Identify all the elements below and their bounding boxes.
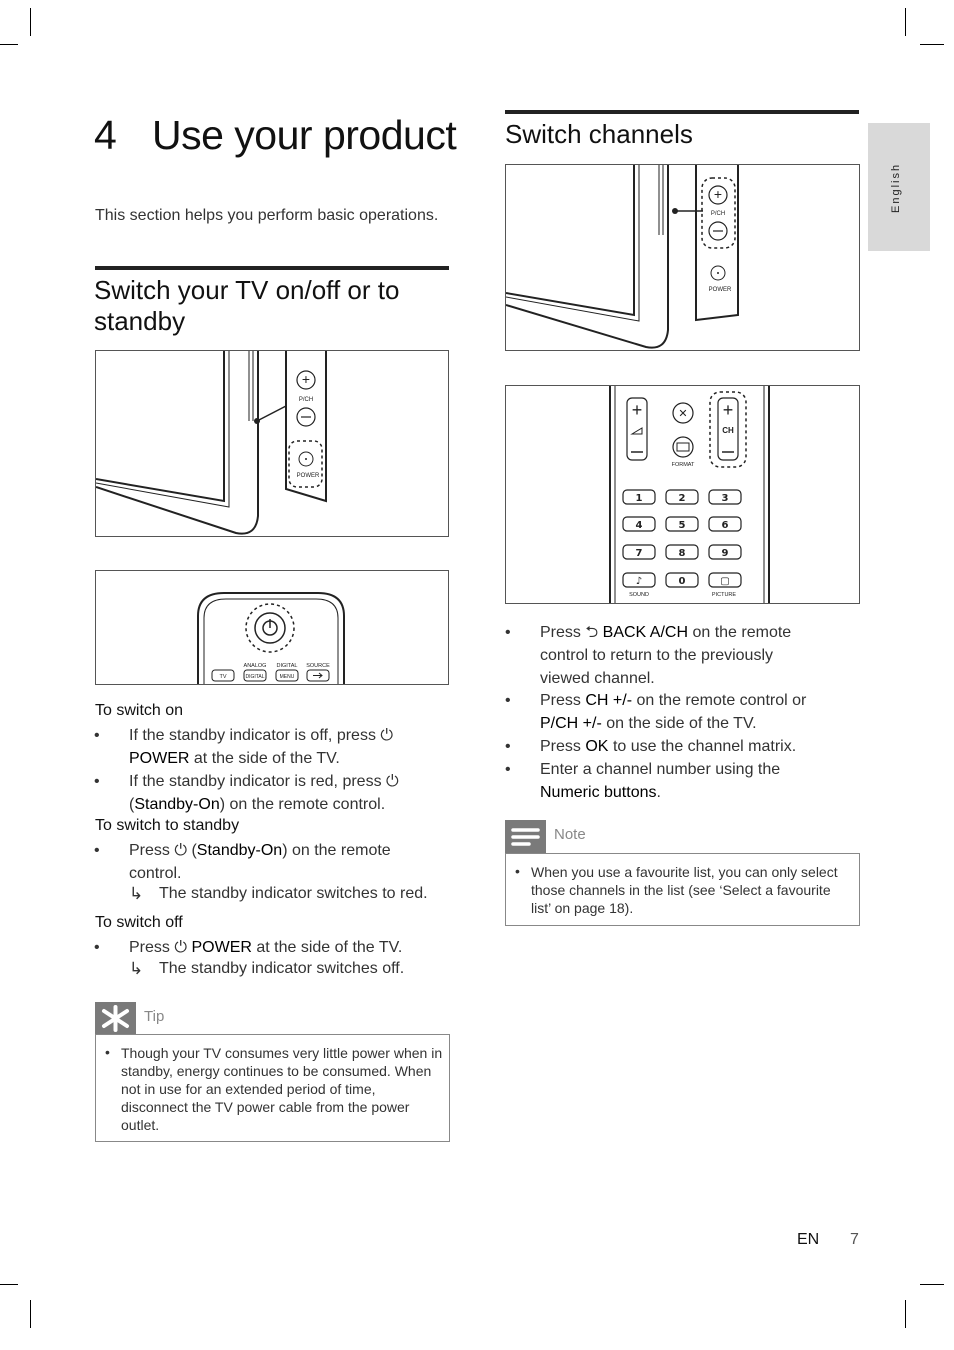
svg-text:+: +: [301, 371, 311, 387]
crop-mark: [920, 44, 944, 45]
result-arrow-icon: ↳: [129, 884, 144, 903]
text: Press: [129, 939, 170, 956]
keypad-key-label: 4: [635, 520, 643, 531]
text: to use the channel matrix.: [612, 738, 797, 755]
power-icon: ⏻: [174, 939, 188, 956]
ch-label: CH: [722, 426, 734, 435]
tip-text: Though your TV consumes very little power when in standby, energy continues to be consumed. When not in use for an extended period of time, disconnect the TV power cable from the power outlet.: [121, 1045, 443, 1133]
remote-label-analog: ANALOG: [243, 663, 267, 669]
switch-standby-result: [129, 884, 428, 903]
keyword-standby-on: Standby-On: [196, 842, 283, 859]
chapter-intro: This section helps you perform basic operations.: [95, 207, 439, 224]
keypad-key-label: 8: [678, 548, 686, 559]
back-icon: ⮌: [585, 624, 599, 641]
remote-figure-power: [95, 570, 449, 685]
text: on the side of the TV.: [606, 715, 757, 732]
remote-btn-digital: DIGITAL: [245, 674, 265, 680]
power-icon: ⏻: [386, 773, 399, 790]
switch-on-bullet-1: • If the standby indicator is off, press ⏻ POWER at the side of the TV.: [94, 727, 394, 767]
keypad-key-label: 6: [721, 520, 729, 531]
crop-mark: [920, 1284, 944, 1285]
channels-bullet-4: • Enter a channel number using the Numeric buttons.: [505, 761, 781, 801]
note-text: When you use a favourite list, you can only select those channels in the list (see ‘Select a favourite list’ on page 18).: [531, 864, 838, 916]
language-tab: [868, 123, 930, 251]
text: .: [656, 784, 661, 801]
crop-mark: [0, 44, 18, 45]
note-box: [505, 853, 860, 926]
switch-off-bullet-1: • Press ⏻ POWER at the side of the TV.: [94, 939, 403, 956]
text: If the standby indicator is off, press: [129, 727, 376, 744]
keypad-key-label: ▢: [720, 576, 730, 587]
switch-standby-bullet-1: • Press ⏻ (Standby-On) on the remote control.: [94, 842, 391, 882]
crop-mark: [0, 1284, 18, 1285]
power-label: POWER: [708, 287, 732, 293]
keyword-ok: OK: [585, 738, 609, 755]
tv-side-figure-channels: [505, 164, 860, 351]
text: at the side of the TV.: [256, 939, 403, 956]
remote-figure-channels: [505, 385, 860, 604]
text: viewed channel.: [540, 670, 655, 687]
remote-btn-menu: MENU: [279, 674, 295, 680]
tip-box: [95, 1034, 450, 1142]
remote-label-source: SOURCE: [306, 663, 330, 669]
keyword-ch: CH +/-: [585, 692, 633, 709]
numeric-keypad: [623, 490, 741, 587]
crop-mark: [30, 1300, 31, 1328]
keyword-standby-on: Standby-On: [134, 796, 220, 813]
note-header: [505, 820, 860, 853]
svg-text:+: +: [713, 186, 723, 202]
svg-text:+: +: [631, 400, 643, 420]
switch-off-result: [129, 959, 405, 978]
text: The standby indicator switches off.: [159, 960, 405, 977]
crop-mark: [905, 1300, 906, 1328]
text: control.: [129, 865, 182, 882]
text: If the standby indicator is red, press: [129, 773, 382, 790]
keypad-key-label: 5: [678, 520, 686, 531]
picture-label: PICTURE: [711, 592, 737, 598]
keyword-back: BACK A/CH: [602, 624, 688, 641]
channels-bullet-3: • Press OK to use the channel matrix.: [505, 738, 797, 755]
switch-standby-title: To switch to standby: [95, 817, 240, 834]
keyword-numeric: Numeric buttons: [540, 784, 657, 801]
text: Press: [540, 738, 581, 755]
channels-bullet-2: • Press CH +/- on the remote control or P/CH +/- on the side of the TV.: [505, 692, 807, 732]
text: on the remote control or: [636, 692, 807, 709]
keypad-key-label: ♪: [635, 576, 643, 587]
remote-label-digital: DIGITAL: [276, 663, 298, 669]
keypad-key-label: 1: [635, 493, 643, 504]
note-icon: [505, 820, 546, 853]
keypad-key-label: 0: [678, 576, 686, 587]
text: on the remote control.: [229, 796, 386, 813]
text: Press: [540, 624, 581, 641]
crop-mark: [905, 8, 906, 36]
chapter-title: [94, 112, 456, 159]
keyword-power: POWER: [129, 750, 190, 767]
section-rule: [95, 266, 449, 270]
switch-on-bullet-2: • If the standby indicator is red, press ⏻ (Standby-On) on the remote control.: [94, 773, 399, 813]
crop-mark: [30, 8, 31, 36]
text: Press: [540, 692, 581, 709]
page-number: 7: [850, 1231, 859, 1248]
tv-side-figure-power: [95, 350, 449, 537]
svg-text:✕: ✕: [678, 407, 688, 420]
power-label: POWER: [296, 473, 320, 479]
chapter-heading: Use your product: [152, 112, 457, 158]
keypad-key-label: 3: [721, 493, 729, 504]
footer-language: EN: [797, 1231, 820, 1248]
format-label: FORMAT: [671, 462, 695, 468]
language-label: English: [890, 162, 902, 213]
keypad-key-label: 7: [635, 548, 643, 559]
svg-text:+: +: [722, 400, 734, 420]
result-arrow-icon: ↳: [129, 959, 144, 978]
switch-on-title: To switch on: [95, 702, 184, 719]
note-label: Note: [554, 826, 586, 843]
text: on the remote: [692, 624, 792, 641]
chapter-number: 4: [94, 112, 117, 158]
keypad-key-label: 2: [678, 493, 686, 504]
keyword-pch: P/CH +/-: [540, 715, 602, 732]
text: on the remote: [291, 842, 391, 859]
remote-btn-tv: TV: [219, 674, 227, 680]
pch-label: P/CH: [298, 397, 314, 403]
bullet-dot: •: [515, 863, 520, 879]
section-title-power: Switch your TV on/off or to standby: [94, 275, 400, 336]
keypad-key-label: 9: [721, 548, 729, 559]
text: Enter a channel number using the: [540, 761, 781, 778]
tip-label: Tip: [144, 1008, 165, 1025]
text: control to return to the previously: [540, 647, 774, 664]
sound-label: SOUND: [629, 592, 649, 598]
power-icon: ⏻: [380, 727, 394, 744]
text: at the side of the TV.: [193, 750, 340, 767]
bullet-dot: •: [105, 1044, 110, 1060]
text: The standby indicator switches to red.: [159, 885, 428, 902]
text: Press: [129, 842, 170, 859]
channels-bullet-1: • Press ⮌ BACK A/CH on the remote control to return to the previously viewed channel.: [505, 624, 792, 687]
section-title-channels: Switch channels: [505, 119, 693, 149]
switch-off-title: To switch off: [95, 914, 183, 931]
tip-header: [95, 1002, 449, 1035]
tip-icon: [95, 1002, 136, 1035]
keyword-power: POWER: [191, 939, 252, 956]
power-icon: ⏻: [174, 842, 188, 859]
section-rule: [505, 110, 859, 114]
pch-label: P/CH: [710, 211, 726, 217]
